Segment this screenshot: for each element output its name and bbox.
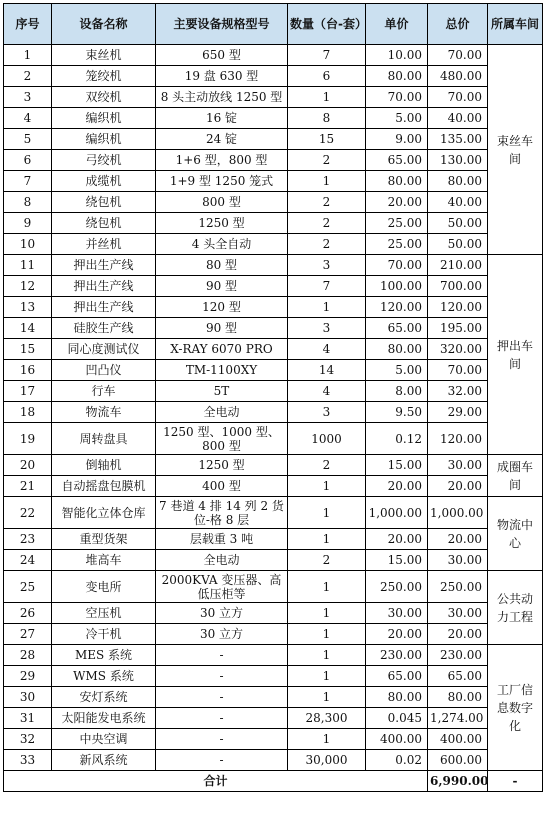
cell-qty: 4: [288, 339, 366, 360]
cell-total: 600.00: [428, 750, 488, 771]
cell-name: 太阳能发电系统: [52, 708, 156, 729]
cell-dept: 束丝车间: [488, 45, 543, 255]
table-row: [4, 171, 543, 192]
cell-qty: 2: [288, 150, 366, 171]
cell-name: 编织机: [52, 129, 156, 150]
cell-qty: 6: [288, 66, 366, 87]
cell-price: 230.00: [366, 645, 428, 666]
cell-total: 210.00: [428, 255, 488, 276]
cell-price: 80.00: [366, 687, 428, 708]
cell-dept: 押出车间: [488, 255, 543, 455]
cell-price: 65.00: [366, 666, 428, 687]
cell-price: 20.00: [366, 192, 428, 213]
cell-qty: 7: [288, 45, 366, 66]
cell-qty: 3: [288, 318, 366, 339]
cell-qty: 1: [288, 666, 366, 687]
cell-price: 70.00: [366, 87, 428, 108]
cell-spec: 4 头全自动: [156, 234, 288, 255]
cell-no: 8: [4, 192, 52, 213]
header-spec: 主要设备规格型号: [156, 4, 288, 45]
cell-total: 20.00: [428, 529, 488, 550]
cell-spec: 650 型: [156, 45, 288, 66]
cell-qty: 1: [288, 624, 366, 645]
table-body: [4, 45, 543, 792]
cell-qty: 3: [288, 255, 366, 276]
cell-qty: 1: [288, 571, 366, 603]
cell-total: 20.00: [428, 476, 488, 497]
table-row: [4, 297, 543, 318]
table-row: [4, 255, 543, 276]
cell-spec: 30 立方: [156, 603, 288, 624]
cell-no: 27: [4, 624, 52, 645]
cell-qty: 14: [288, 360, 366, 381]
cell-name: 自动摇盘包膜机: [52, 476, 156, 497]
cell-price: 250.00: [366, 571, 428, 603]
cell-price: 70.00: [366, 255, 428, 276]
cell-total: 30.00: [428, 603, 488, 624]
cell-name: 束丝机: [52, 45, 156, 66]
cell-qty: 1: [288, 297, 366, 318]
cell-price: 0.02: [366, 750, 428, 771]
cell-total: 65.00: [428, 666, 488, 687]
table-row: [4, 276, 543, 297]
cell-price: 80.00: [366, 339, 428, 360]
cell-total: 70.00: [428, 45, 488, 66]
table-row: [4, 550, 543, 571]
cell-name: 冷干机: [52, 624, 156, 645]
table-row: [4, 571, 543, 603]
cell-name: 笼绞机: [52, 66, 156, 87]
cell-spec: -: [156, 645, 288, 666]
cell-price: 8.00: [366, 381, 428, 402]
cell-spec: 层载重 3 吨: [156, 529, 288, 550]
cell-qty: 2: [288, 192, 366, 213]
cell-qty: 1: [288, 729, 366, 750]
cell-spec: 30 立方: [156, 624, 288, 645]
cell-qty: 30,000: [288, 750, 366, 771]
cell-no: 23: [4, 529, 52, 550]
cell-dept: 成圈车间: [488, 455, 543, 497]
cell-spec: -: [156, 666, 288, 687]
cell-total: 30.00: [428, 550, 488, 571]
table-row: [4, 129, 543, 150]
cell-no: 22: [4, 497, 52, 529]
cell-no: 9: [4, 213, 52, 234]
cell-no: 29: [4, 666, 52, 687]
cell-total: 120.00: [428, 297, 488, 318]
cell-name: 押出生产线: [52, 297, 156, 318]
cell-price: 15.00: [366, 455, 428, 476]
cell-price: 5.00: [366, 360, 428, 381]
cell-total: 70.00: [428, 360, 488, 381]
cell-total: 480.00: [428, 66, 488, 87]
cell-price: 9.00: [366, 129, 428, 150]
cell-price: 25.00: [366, 213, 428, 234]
cell-spec: -: [156, 750, 288, 771]
cell-no: 5: [4, 129, 52, 150]
table-row: [4, 360, 543, 381]
cell-name: 周转盘具: [52, 423, 156, 455]
cell-no: 20: [4, 455, 52, 476]
cell-name: 押出生产线: [52, 276, 156, 297]
cell-total: 135.00: [428, 129, 488, 150]
header-qty: 数量（台-套）: [288, 4, 366, 45]
table-row: [4, 729, 543, 750]
cell-no: 15: [4, 339, 52, 360]
cell-no: 16: [4, 360, 52, 381]
total-dept: -: [488, 771, 543, 792]
header-total: 总价: [428, 4, 488, 45]
cell-qty: 15: [288, 129, 366, 150]
cell-price: 20.00: [366, 529, 428, 550]
cell-spec: 90 型: [156, 276, 288, 297]
header-no: 序号: [4, 4, 52, 45]
table-row: [4, 402, 543, 423]
table-row: [4, 624, 543, 645]
cell-spec: X-RAY 6070 PRO: [156, 339, 288, 360]
cell-spec: 1250 型: [156, 455, 288, 476]
cell-spec: 1250 型、1000 型、800 型: [156, 423, 288, 455]
cell-name: 凹凸仪: [52, 360, 156, 381]
cell-spec: 1+6 型，800 型: [156, 150, 288, 171]
cell-name: WMS 系统: [52, 666, 156, 687]
cell-price: 5.00: [366, 108, 428, 129]
cell-dept: 工厂信息数字化: [488, 645, 543, 771]
cell-spec: 1250 型: [156, 213, 288, 234]
cell-total: 250.00: [428, 571, 488, 603]
cell-spec: 80 型: [156, 255, 288, 276]
cell-price: 15.00: [366, 550, 428, 571]
cell-qty: 7: [288, 276, 366, 297]
cell-dept: 公共动力工程: [488, 571, 543, 645]
table-row: [4, 750, 543, 771]
cell-price: 65.00: [366, 318, 428, 339]
cell-total: 70.00: [428, 87, 488, 108]
cell-no: 12: [4, 276, 52, 297]
cell-qty: 2: [288, 550, 366, 571]
cell-no: 24: [4, 550, 52, 571]
cell-qty: 1: [288, 87, 366, 108]
header-dept: 所属车间: [488, 4, 543, 45]
cell-price: 100.00: [366, 276, 428, 297]
cell-price: 9.50: [366, 402, 428, 423]
table-row: [4, 150, 543, 171]
cell-price: 10.00: [366, 45, 428, 66]
cell-name: 编织机: [52, 108, 156, 129]
cell-spec: 19 盘 630 型: [156, 66, 288, 87]
cell-qty: 28,300: [288, 708, 366, 729]
cell-qty: 3: [288, 402, 366, 423]
cell-spec: 120 型: [156, 297, 288, 318]
cell-total: 80.00: [428, 171, 488, 192]
cell-name: 新风系统: [52, 750, 156, 771]
table-row: [4, 687, 543, 708]
table-row: [4, 192, 543, 213]
table-row: [4, 666, 543, 687]
cell-qty: 1000: [288, 423, 366, 455]
cell-qty: 1: [288, 476, 366, 497]
table-row: [4, 423, 543, 455]
cell-price: 80.00: [366, 171, 428, 192]
cell-total: 230.00: [428, 645, 488, 666]
table-row: [4, 476, 543, 497]
cell-name: 绕包机: [52, 192, 156, 213]
table-row: [4, 455, 543, 476]
cell-spec: 5T: [156, 381, 288, 402]
cell-name: 同心度测试仪: [52, 339, 156, 360]
cell-no: 31: [4, 708, 52, 729]
cell-name: 倒轴机: [52, 455, 156, 476]
cell-no: 18: [4, 402, 52, 423]
cell-name: 重型货架: [52, 529, 156, 550]
header-row: [4, 4, 543, 45]
header-price: 单价: [366, 4, 428, 45]
cell-qty: 2: [288, 234, 366, 255]
table-row: [4, 645, 543, 666]
table-row: [4, 529, 543, 550]
cell-price: 65.00: [366, 150, 428, 171]
cell-no: 6: [4, 150, 52, 171]
cell-spec: 16 锭: [156, 108, 288, 129]
table-row: [4, 234, 543, 255]
cell-name: 硅胶生产线: [52, 318, 156, 339]
cell-name: 空压机: [52, 603, 156, 624]
cell-spec: -: [156, 729, 288, 750]
cell-name: 安灯系统: [52, 687, 156, 708]
table-row: [4, 339, 543, 360]
cell-dept: 物流中心: [488, 497, 543, 571]
table-row: [4, 381, 543, 402]
header-name: 设备名称: [52, 4, 156, 45]
cell-no: 30: [4, 687, 52, 708]
total-label: 合计: [4, 771, 428, 792]
cell-price: 1,000.00: [366, 497, 428, 529]
cell-price: 25.00: [366, 234, 428, 255]
cell-qty: 1: [288, 687, 366, 708]
cell-spec: 800 型: [156, 192, 288, 213]
cell-spec: 2000KVA 变压器、高低压柜等: [156, 571, 288, 603]
cell-spec: 24 锭: [156, 129, 288, 150]
cell-price: 20.00: [366, 624, 428, 645]
cell-no: 1: [4, 45, 52, 66]
cell-qty: 1: [288, 603, 366, 624]
equipment-table: [3, 3, 543, 792]
cell-total: 1,274.00: [428, 708, 488, 729]
cell-name: 绕包机: [52, 213, 156, 234]
table-row: [4, 213, 543, 234]
cell-no: 11: [4, 255, 52, 276]
cell-total: 120.00: [428, 423, 488, 455]
cell-no: 7: [4, 171, 52, 192]
cell-total: 50.00: [428, 213, 488, 234]
table-row: [4, 87, 543, 108]
cell-spec: 全电动: [156, 550, 288, 571]
cell-spec: -: [156, 708, 288, 729]
cell-qty: 1: [288, 171, 366, 192]
table-row: [4, 497, 543, 529]
cell-spec: 7 巷道 4 排 14 列 2 货位-格 8 层: [156, 497, 288, 529]
cell-total: 130.00: [428, 150, 488, 171]
cell-qty: 2: [288, 455, 366, 476]
cell-no: 10: [4, 234, 52, 255]
cell-name: 行车: [52, 381, 156, 402]
cell-total: 50.00: [428, 234, 488, 255]
cell-name: 中央空调: [52, 729, 156, 750]
cell-qty: 2: [288, 213, 366, 234]
cell-total: 80.00: [428, 687, 488, 708]
cell-name: 物流车: [52, 402, 156, 423]
cell-no: 21: [4, 476, 52, 497]
cell-total: 400.00: [428, 729, 488, 750]
cell-total: 30.00: [428, 455, 488, 476]
table-row: [4, 318, 543, 339]
cell-no: 26: [4, 603, 52, 624]
cell-no: 14: [4, 318, 52, 339]
cell-qty: 4: [288, 381, 366, 402]
table-row: [4, 66, 543, 87]
cell-name: 成缆机: [52, 171, 156, 192]
cell-spec: 8 头主动放线 1250 型: [156, 87, 288, 108]
cell-spec: 400 型: [156, 476, 288, 497]
cell-qty: 8: [288, 108, 366, 129]
cell-name: 并丝机: [52, 234, 156, 255]
cell-no: 25: [4, 571, 52, 603]
cell-total: 1,000.00: [428, 497, 488, 529]
cell-name: 弓绞机: [52, 150, 156, 171]
cell-no: 19: [4, 423, 52, 455]
cell-total: 32.00: [428, 381, 488, 402]
cell-no: 13: [4, 297, 52, 318]
cell-price: 80.00: [366, 66, 428, 87]
cell-price: 400.00: [366, 729, 428, 750]
cell-no: 28: [4, 645, 52, 666]
total-row: [4, 771, 543, 792]
cell-price: 0.12: [366, 423, 428, 455]
cell-total: 40.00: [428, 108, 488, 129]
cell-spec: TM-1100XY: [156, 360, 288, 381]
cell-total: 700.00: [428, 276, 488, 297]
cell-spec: 90 型: [156, 318, 288, 339]
table-row: [4, 108, 543, 129]
cell-no: 32: [4, 729, 52, 750]
cell-total: 20.00: [428, 624, 488, 645]
cell-total: 320.00: [428, 339, 488, 360]
cell-no: 33: [4, 750, 52, 771]
table-row: [4, 708, 543, 729]
cell-no: 3: [4, 87, 52, 108]
cell-total: 195.00: [428, 318, 488, 339]
cell-price: 30.00: [366, 603, 428, 624]
cell-qty: 1: [288, 529, 366, 550]
total-value: 6,990.00: [428, 771, 488, 792]
table-row: [4, 603, 543, 624]
cell-spec: -: [156, 687, 288, 708]
cell-total: 40.00: [428, 192, 488, 213]
cell-total: 29.00: [428, 402, 488, 423]
cell-qty: 1: [288, 497, 366, 529]
cell-name: 变电所: [52, 571, 156, 603]
cell-name: 双绞机: [52, 87, 156, 108]
cell-no: 2: [4, 66, 52, 87]
cell-no: 17: [4, 381, 52, 402]
table-row: [4, 45, 543, 66]
cell-spec: 1+9 型 1250 笼式: [156, 171, 288, 192]
cell-price: 20.00: [366, 476, 428, 497]
cell-name: 押出生产线: [52, 255, 156, 276]
cell-name: 智能化立体仓库: [52, 497, 156, 529]
cell-name: 堆高车: [52, 550, 156, 571]
cell-price: 0.045: [366, 708, 428, 729]
cell-name: MES 系统: [52, 645, 156, 666]
cell-spec: 全电动: [156, 402, 288, 423]
cell-price: 120.00: [366, 297, 428, 318]
cell-qty: 1: [288, 645, 366, 666]
cell-no: 4: [4, 108, 52, 129]
